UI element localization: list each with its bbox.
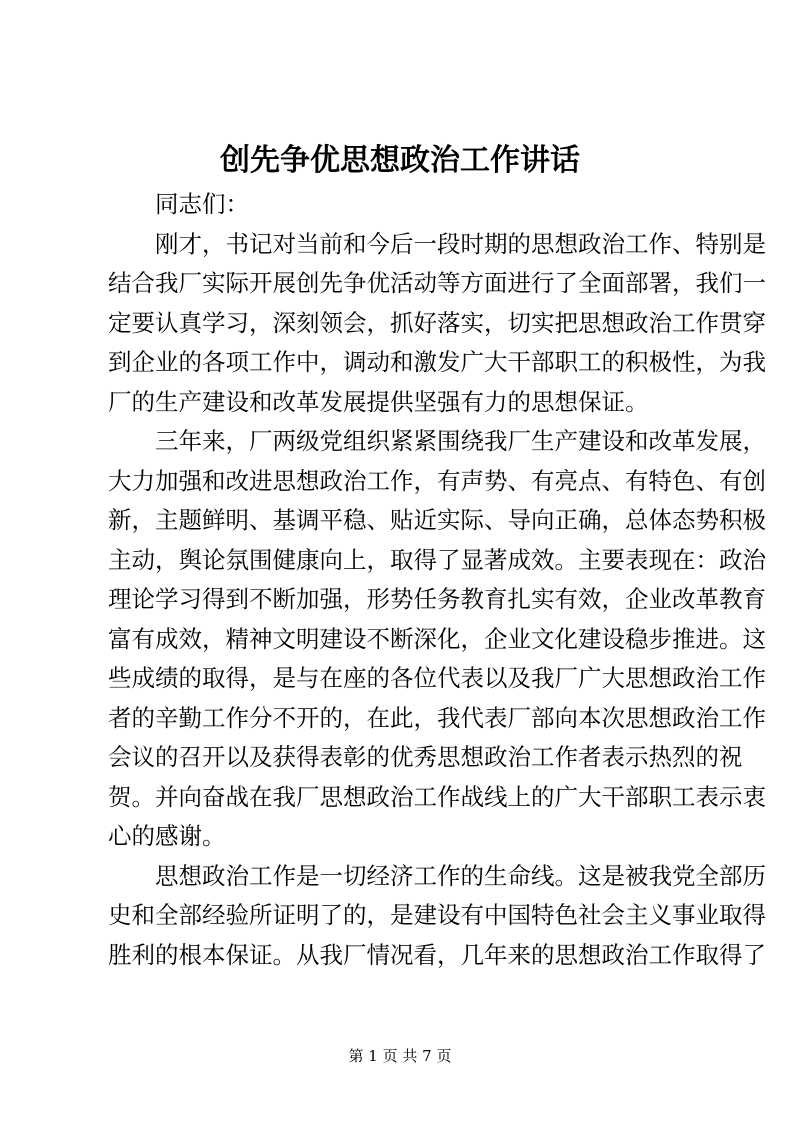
document-title: 创先争优思想政治工作讲话 bbox=[220, 143, 580, 178]
paragraph-line: 富有成效，精神文明建设不断深化，企业文化建设稳步推进。这 bbox=[108, 624, 766, 653]
page-footer: 第 1 页 共 7 页 bbox=[348, 1047, 452, 1065]
paragraph-line: 理论学习得到不断加强，形势任务教育扎实有效，企业改革教育 bbox=[108, 585, 766, 613]
paragraph-line: 到企业的各项工作中，调动和激发广大干部职工的积极性，为我 bbox=[108, 348, 766, 376]
paragraph-3 bbox=[108, 857, 766, 976]
paragraph-line: 主动，舆论氛围健康向上，取得了显著成效。主要表现在：政治 bbox=[108, 545, 766, 574]
paragraph-line: 者的辛勤工作分不开的，在此，我代表厂部向本次思想政治工作 bbox=[108, 703, 766, 732]
paragraph-line: 三年来，厂两级党组织紧紧围绕我厂生产建设和改革发展， bbox=[155, 427, 766, 455]
paragraph-line: 思想政治工作是一切经济工作的生命线。这是被我党全部历 bbox=[155, 861, 766, 890]
salutation: 同志们： bbox=[155, 190, 249, 218]
paragraph-line: 结合我厂实际开展创先争优活动等方面进行了全面部署，我们一 bbox=[108, 269, 766, 297]
paragraph-1 bbox=[108, 225, 766, 423]
paragraph-line: 新，主题鲜明、基调平稳、贴近实际、导向正确，总体态势积极 bbox=[108, 506, 766, 534]
paragraph-line: 会议的召开以及获得表彰的优秀思想政治工作者表示热烈的祝 bbox=[108, 743, 743, 771]
document-body bbox=[108, 185, 766, 975]
paragraph-line: 些成绩的取得，是与在座的各位代表以及我厂广大思想政治工作 bbox=[108, 664, 766, 692]
paragraph-line: 大力加强和改进思想政治工作，有声势、有亮点、有特色、有创 bbox=[108, 466, 766, 495]
paragraph-line: 胜利的根本保证。从我厂情况看，几年来的思想政治工作取得了 bbox=[108, 940, 766, 969]
paragraph-line: 定要认真学习，深刻领会，抓好落实，切实把思想政治工作贯穿 bbox=[108, 308, 766, 337]
paragraph-line: 心的感谢。 bbox=[108, 822, 226, 850]
paragraph-line: 贺。并向奋战在我厂思想政治工作战线上的广大干部职工表示衷 bbox=[108, 782, 766, 811]
paragraph-line: 厂的生产建设和改革发展提供坚强有力的思想保证。 bbox=[108, 387, 649, 416]
paragraph-2 bbox=[108, 422, 766, 857]
paragraph-line: 刚才，书记对当前和今后一段时期的思想政治工作、特别是 bbox=[155, 229, 766, 258]
paragraph-line: 史和全部经验所证明了的，是建设有中国特色社会主义事业取得 bbox=[108, 901, 766, 929]
